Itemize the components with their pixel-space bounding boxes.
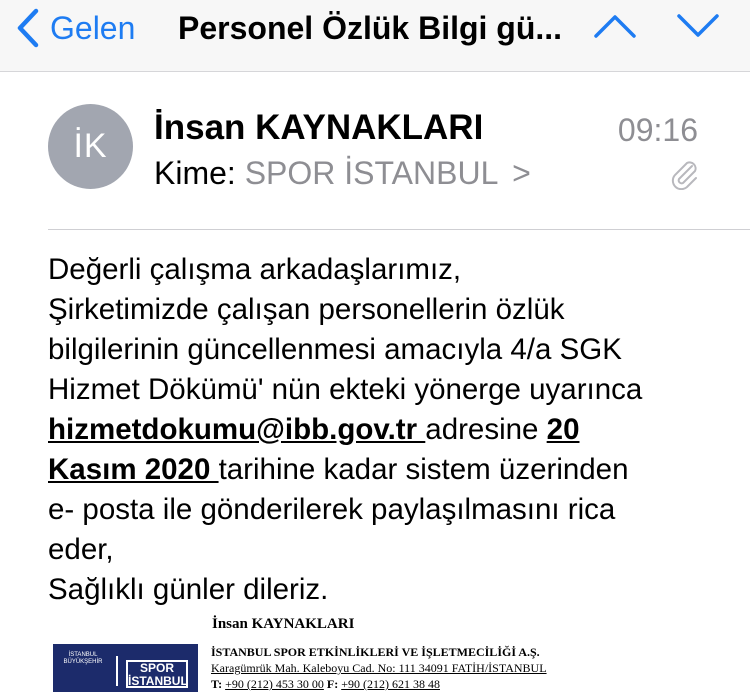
- previous-message-button[interactable]: [593, 13, 637, 44]
- body-line: bilgilerinin güncellenmesi amacıyla 4/a SGK: [48, 333, 622, 366]
- body-line: Sağlıklı günler dileriz.: [48, 573, 329, 606]
- email-link[interactable]: hizmetdokumu@ibb.gov.tr: [48, 413, 426, 446]
- body-text: adresine: [425, 413, 547, 446]
- next-message-button[interactable]: [676, 13, 720, 44]
- message-time: 09:16: [617, 112, 698, 148]
- chevron-right-icon: >: [512, 155, 531, 191]
- chevron-down-icon: [676, 26, 720, 43]
- phone-label: T:: [211, 677, 223, 691]
- page-title: Personel Özlük Bilgi gü...: [178, 10, 563, 46]
- signature-name: İnsan KAYNAKLARI: [212, 616, 355, 632]
- fax-label: F:: [326, 677, 339, 691]
- signature-company: İSTANBUL SPOR ETKİNLİKLERİ VE İŞLETMECİLİĞİ A.Ş.: [211, 645, 540, 659]
- body-line: eder,: [48, 533, 114, 566]
- body-line: [48, 450, 728, 490]
- date-link[interactable]: 20: [546, 413, 580, 446]
- chevron-up-icon: [593, 26, 637, 43]
- body-line: Şirketimizde çalışan personellerin özlük: [48, 293, 565, 326]
- signature-phone: [211, 677, 440, 692]
- body-line: Değerli çalışma arkadaşlarımız,: [48, 253, 462, 286]
- message-body: [48, 250, 728, 610]
- body-line: [48, 410, 728, 450]
- fax-link[interactable]: +90 (212) 621 38 48: [341, 677, 440, 691]
- to-value[interactable]: SPOR İSTANBUL: [244, 155, 498, 191]
- paperclip-icon: [668, 158, 700, 195]
- body-line: Hizmet Dökümü' nün ekteki yönerge uyarınca: [48, 373, 643, 406]
- body-text: tarihine kadar sistem üzerinden: [218, 453, 629, 486]
- municipality-logo-text: İSTANBUL BÜYÜKŞEHİR: [63, 652, 103, 665]
- header-divider: [48, 229, 750, 230]
- body-line: e- posta ile gönderilerek paylaşılmasını rica: [48, 493, 616, 526]
- signature-address[interactable]: Karagümrük Mah. Kaleboyu Cad. No: 111 34091 FATİH/İSTANBUL: [211, 661, 547, 675]
- back-label: Gelen: [50, 9, 136, 46]
- logo-divider: [116, 656, 118, 686]
- logo-spor-text: SPOR: [139, 661, 174, 675]
- navigation-bar: [0, 0, 750, 72]
- avatar[interactable]: İK: [48, 104, 133, 189]
- date-link[interactable]: Kasım 2020: [48, 453, 219, 486]
- phone-link[interactable]: +90 (212) 453 30 00: [225, 677, 324, 691]
- chevron-left-icon: [16, 8, 40, 48]
- back-button[interactable]: [16, 8, 135, 48]
- company-logo: [53, 644, 198, 692]
- spor-istanbul-logo: [126, 660, 188, 688]
- logo-istanbul-text: İSTANBUL: [128, 674, 188, 688]
- recipient-row[interactable]: [154, 155, 531, 192]
- sender-name[interactable]: İnsan KAYNAKLARI: [154, 108, 484, 147]
- to-label: Kime:: [154, 155, 236, 191]
